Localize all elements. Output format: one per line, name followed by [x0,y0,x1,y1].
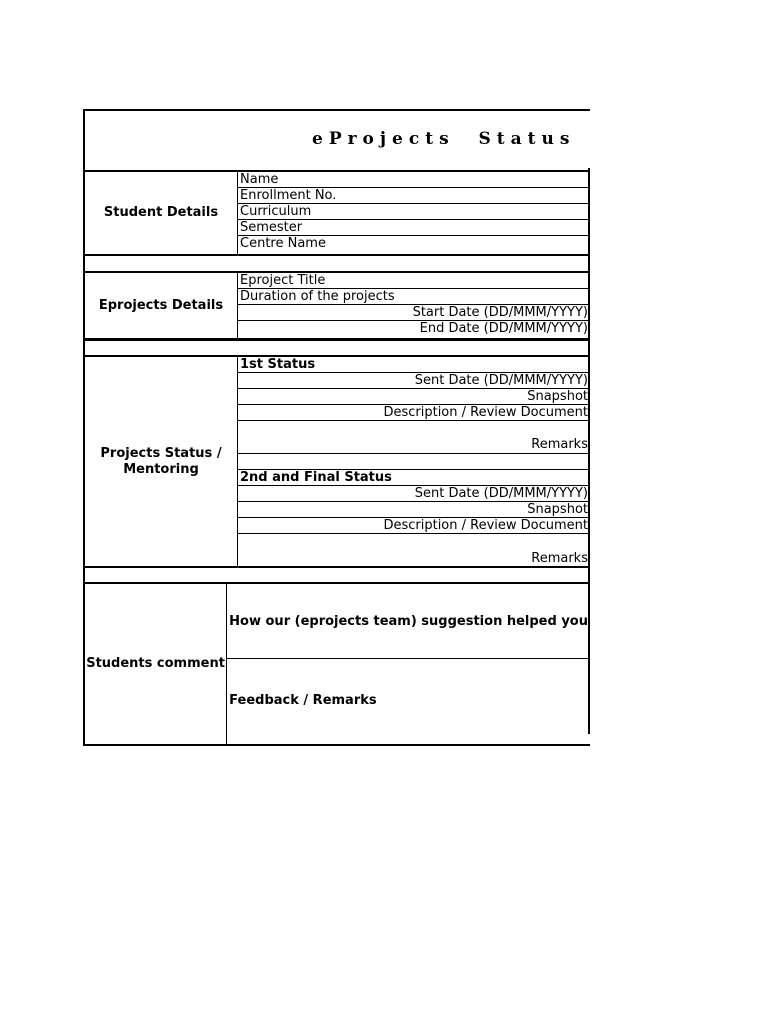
first-snapshot[interactable]: Snapshot [238,389,590,405]
final-status-heading: 2nd and Final Status [238,470,590,486]
first-status-heading: 1st Status [238,357,590,373]
field-name[interactable]: Name [238,172,590,188]
field-centre-name[interactable]: Centre Name [240,236,326,251]
field-semester[interactable]: Semester [238,220,590,236]
eprojects-details-rows [238,273,590,338]
field-enrollment-no[interactable]: Enrollment No. [238,188,590,204]
student-details-rows [238,172,590,254]
first-description[interactable]: Description / Review Document [238,405,590,421]
first-sent-date[interactable]: Sent Date (DD/MMM/YYYY) [238,373,590,389]
projects-status-section [85,357,590,568]
field-end-date[interactable]: End Date (DD/MMM/YYYY) [419,321,588,336]
blank-row [238,454,590,470]
suggestion-helped-field[interactable]: How our (eprojects team) suggestion helped you [227,584,590,659]
students-comment-label: Students comment [85,584,227,744]
final-remarks[interactable]: Remarks [531,551,588,566]
field-start-date[interactable]: Start Date (DD/MMM/YYYY) [238,305,590,321]
students-comment-section [85,584,590,746]
feedback-remarks-field[interactable]: Feedback / Remarks [229,693,377,708]
form-title: eProjects Status [312,129,576,149]
spacer-row [85,256,590,273]
first-remarks[interactable]: Remarks [238,421,590,454]
projects-status-label: Projects Status / Mentoring [85,357,238,566]
final-snapshot[interactable]: Snapshot [238,502,590,518]
eprojects-details-section [85,273,590,341]
eprojects-status-form [83,109,590,746]
final-sent-date[interactable]: Sent Date (DD/MMM/YYYY) [238,486,590,502]
student-details-label: Student Details [85,172,238,254]
field-curriculum[interactable]: Curriculum [238,204,590,220]
spacer-row [85,341,590,357]
eprojects-details-label: Eprojects Details [85,273,238,338]
table-right-border [588,168,590,734]
form-title-row [85,111,590,172]
projects-status-rows [238,357,590,566]
student-details-section [85,172,590,256]
spacer-row [85,568,590,584]
students-comment-rows [227,584,590,744]
field-duration[interactable]: Duration of the projects [238,289,590,305]
final-description[interactable]: Description / Review Document [238,518,590,534]
field-eproject-title[interactable]: Eproject Title [238,273,590,289]
